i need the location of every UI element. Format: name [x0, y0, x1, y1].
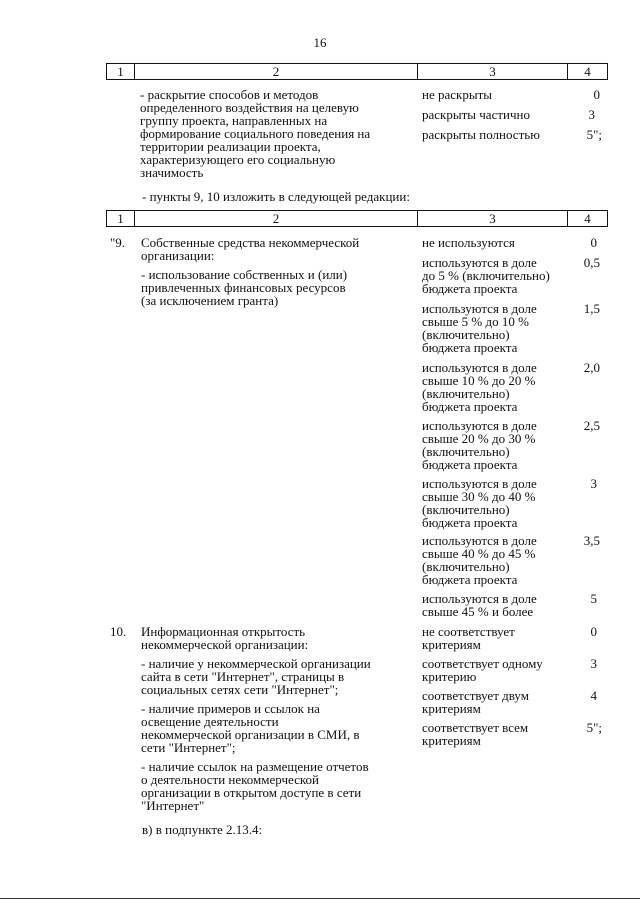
criterion: используются в доле	[422, 360, 537, 375]
header-col-3: 3	[418, 64, 568, 79]
score: 0	[590, 624, 597, 639]
criterion: (включительно)	[422, 559, 510, 574]
intro-text: - пункты 9, 10 изложить в следующей редакции:	[142, 189, 410, 204]
text-line: территории реализации проекта,	[140, 139, 321, 154]
score: 3,5	[583, 533, 600, 548]
criterion: свыше 20 % до 30 %	[422, 431, 536, 446]
criterion: используются в доле	[422, 591, 537, 606]
criterion: свыше 10 % до 20 %	[422, 373, 536, 388]
criterion: критериям	[422, 637, 481, 652]
item-subtext: сети "Интернет";	[141, 740, 236, 755]
item-subtext: освещение деятельности	[141, 714, 279, 729]
criterion: соответствует одному	[422, 656, 543, 671]
header-col-3: 3	[418, 211, 568, 226]
item-subtext: о деятельности некоммерческой	[141, 772, 319, 787]
header-col-2: 2	[135, 211, 418, 226]
table-header-main	[106, 210, 608, 227]
item-title: Информационная открытость	[141, 624, 306, 639]
text-line: группу проекта, направленных на	[140, 113, 328, 128]
item-title: организации:	[141, 248, 215, 263]
page-edge-line	[0, 898, 640, 899]
score: 0	[593, 87, 600, 102]
text-line: значимость	[140, 165, 204, 180]
page-number: 16	[313, 35, 327, 50]
footer-text: в) в подпункте 2.13.4:	[142, 822, 263, 837]
criterion: не используются	[422, 235, 515, 250]
criterion: не соответствует	[422, 624, 515, 639]
criterion: (включительно)	[422, 444, 510, 459]
score: 5	[590, 591, 597, 606]
score: 0	[590, 235, 597, 250]
text-line: формирование социального поведения на	[140, 126, 371, 141]
criterion: бюджета проекта	[422, 572, 518, 587]
item-number: 10.	[110, 624, 127, 639]
criterion: бюджета проекта	[422, 399, 518, 414]
criterion: бюджета проекта	[422, 340, 518, 355]
text-line: определенного воздействия на целевую	[140, 100, 359, 115]
score: 2,5	[583, 418, 600, 433]
criterion: свыше 45 % и более	[422, 604, 534, 619]
score: 5";	[586, 720, 602, 735]
item-subtext: сайта в сети "Интернет", страницы в	[141, 669, 345, 684]
item-subtext: - наличие ссылок на размещение отчетов	[141, 759, 369, 774]
header-col-1: 1	[107, 211, 135, 226]
score: 0,5	[583, 255, 600, 270]
criterion: свыше 5 % до 10 %	[422, 314, 529, 329]
criterion: свыше 40 % до 45 %	[422, 546, 536, 561]
criterion: бюджета проекта	[422, 457, 518, 472]
item-subtext: - использование собственных и (или)	[141, 267, 348, 282]
score: 5";	[586, 127, 602, 142]
score: 3	[588, 107, 595, 122]
table-header-top	[106, 63, 608, 80]
header-col-4: 4	[584, 211, 591, 226]
item-number: "9.	[110, 235, 126, 250]
criterion: соответствует всем	[422, 720, 529, 735]
criterion: критериям	[422, 733, 481, 748]
score: 3	[590, 656, 597, 671]
item-subtext: привлеченных финансовых ресурсов	[141, 280, 346, 295]
criterion: (включительно)	[422, 327, 510, 342]
criterion: бюджета проекта	[422, 515, 518, 530]
item-subtext: организации в открытом доступе в сети	[141, 785, 362, 800]
header-col-4: 4	[584, 64, 591, 79]
score: 3	[590, 476, 597, 491]
criterion: (включительно)	[422, 502, 510, 517]
criterion: бюджета проекта	[422, 281, 518, 296]
criterion: раскрыты полностью	[422, 127, 540, 142]
item-subtext: - наличие у некоммерческой организации	[141, 656, 371, 671]
criterion: не раскрыты	[422, 87, 492, 102]
item-title: Собственные средства некоммерческой	[141, 235, 360, 250]
criterion: используются в доле	[422, 418, 537, 433]
criterion: критерию	[422, 669, 477, 684]
criterion: используются в доле	[422, 533, 537, 548]
criterion: соответствует двум	[422, 688, 529, 703]
item-subtext: (за исключением гранта)	[141, 293, 279, 308]
criterion: свыше 30 % до 40 %	[422, 489, 536, 504]
item-title: некоммерческой организации:	[141, 637, 309, 652]
criterion: раскрыты частично	[422, 107, 530, 122]
criterion: до 5 % (включительно)	[422, 268, 550, 283]
criterion: используются в доле	[422, 301, 537, 316]
header-col-1: 1	[107, 64, 135, 79]
criterion: используются в доле	[422, 476, 537, 491]
score: 1,5	[583, 301, 600, 316]
criterion: используются в доле	[422, 255, 537, 270]
text-line: - раскрытие способов и методов	[140, 87, 319, 102]
item-subtext: - наличие примеров и ссылок на	[141, 701, 320, 716]
item-subtext: "Интернет"	[141, 798, 205, 813]
score: 4	[590, 688, 597, 703]
item-subtext: социальных сетях сети "Интернет";	[141, 682, 339, 697]
criterion: критериям	[422, 701, 481, 716]
item-subtext: некоммерческой организации в СМИ, в	[141, 727, 360, 742]
header-col-2: 2	[135, 64, 418, 79]
text-line: характеризующего его социальную	[140, 152, 336, 167]
score: 2,0	[583, 360, 600, 375]
criterion: (включительно)	[422, 386, 510, 401]
